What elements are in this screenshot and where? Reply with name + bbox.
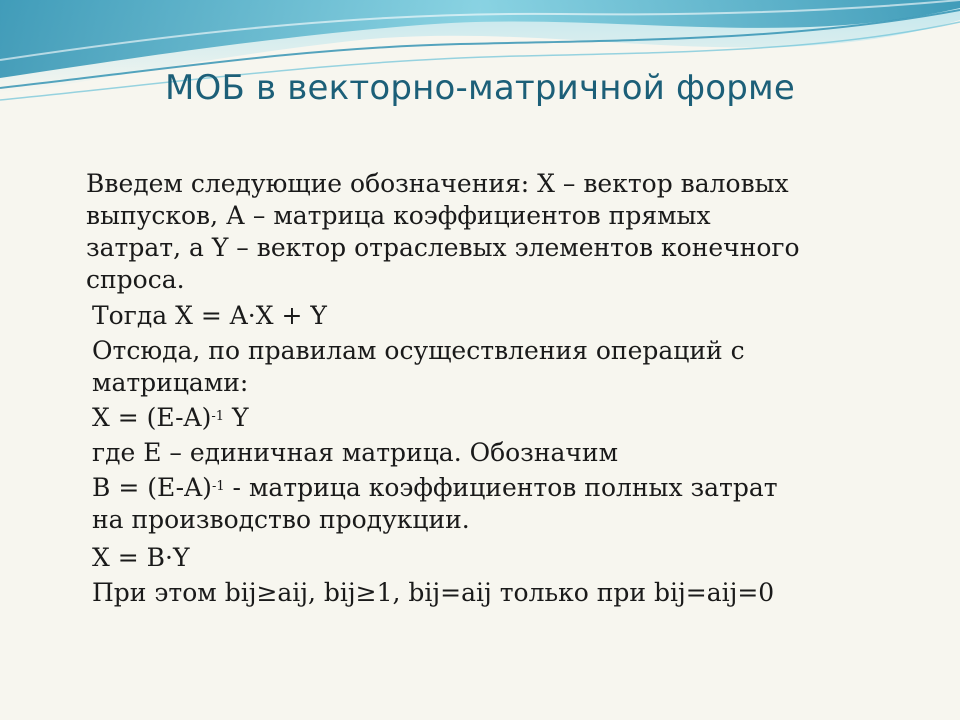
formula-tail: Y — [224, 403, 249, 432]
formula-line — [92, 472, 906, 504]
text-line: затрат, а Y – вектор отраслевых элементов конечного — [86, 233, 800, 262]
formula-exponent: -1 — [211, 409, 225, 424]
paragraph-matrix-rule — [86, 335, 906, 399]
text-line: спроса. — [86, 265, 185, 294]
text-line: выпусков, А – матрица коэффициентов прямых — [86, 201, 711, 230]
formula-base: X = (E-A) — [92, 403, 212, 432]
formula-tail: - матрица коэффициентов полных затрат — [224, 473, 778, 502]
formula-line — [92, 402, 906, 434]
paragraph-inequalities — [86, 577, 906, 609]
formula-exponent: -1 — [211, 479, 225, 494]
text-line: Тогда X = A·X + Y — [92, 301, 327, 330]
paragraph-equation-1 — [86, 300, 906, 332]
paragraph-full-cost-matrix — [86, 472, 906, 536]
text-line: матрицами: — [92, 368, 249, 397]
text-line: Введем следующие обозначения: X – вектор валовых — [86, 169, 789, 198]
slide-body — [86, 168, 906, 612]
paragraph-equation-2 — [86, 542, 906, 574]
paragraph-inverse-formula — [86, 402, 906, 434]
text-line: где E – единичная матрица. Обозначим — [92, 438, 619, 467]
header-wave-decoration — [0, 0, 960, 130]
paragraph-definitions — [86, 168, 906, 296]
formula-base: B = (E-A) — [92, 473, 212, 502]
text-line: При этом bij≥aij, bij≥1, bij=aij только при bij=aij=0 — [92, 578, 775, 607]
text-line: Отсюда, по правилам осуществления операций с — [92, 336, 745, 365]
text-line: на производство продукции. — [92, 505, 470, 534]
paragraph-identity-matrix — [86, 437, 906, 469]
slide-title: МОБ в векторно-матричной форме — [164, 68, 796, 108]
text-line: X = B·Y — [92, 543, 190, 572]
